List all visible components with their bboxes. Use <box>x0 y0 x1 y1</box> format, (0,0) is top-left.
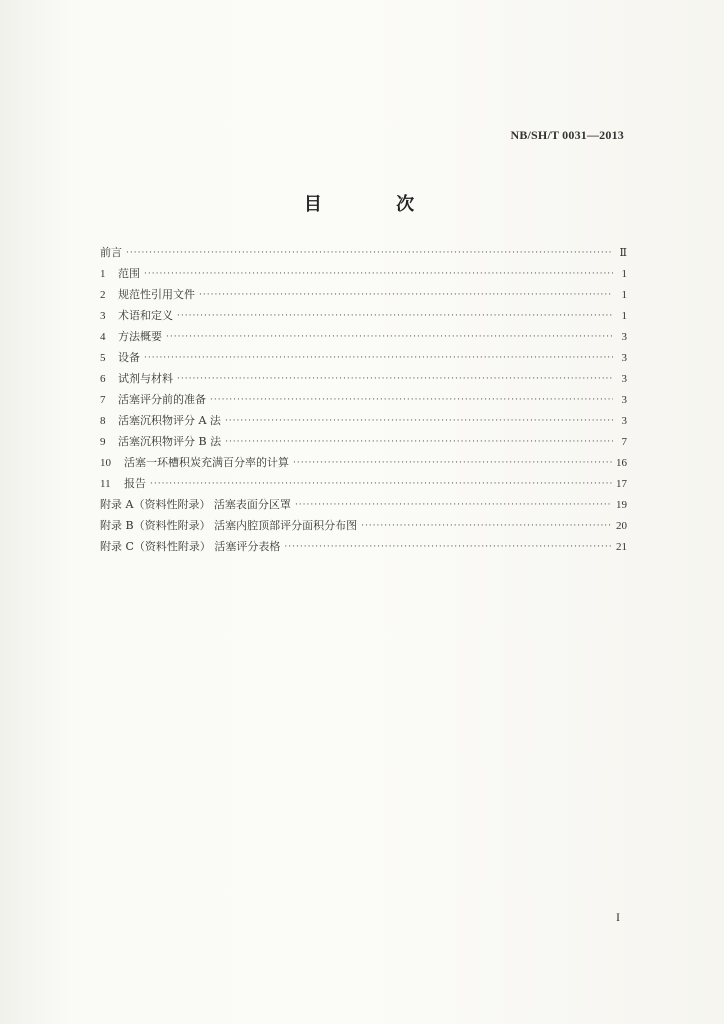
toc-entry-annex-a[interactable] <box>100 496 627 517</box>
toc-entry-method-summary[interactable] <box>100 328 627 349</box>
toc-entry-annex-b[interactable] <box>100 517 627 538</box>
toc-entry-method-b[interactable] <box>100 433 627 454</box>
toc-entry-page: 1 <box>621 268 627 280</box>
toc-entry-number: 9 <box>100 436 106 448</box>
toc-entry-page: 3 <box>621 331 627 343</box>
standard-code: NB/SH/T 0031—2013 <box>510 128 624 142</box>
toc-entry-page: 17 <box>616 478 627 490</box>
toc-entry-label: 术语和定义 <box>118 309 173 322</box>
toc-entry-label: 附录 B（资料性附录） 活塞内腔顶部评分面积分布图 <box>100 519 358 532</box>
toc-entry-ring-groove-calculation[interactable] <box>100 454 627 475</box>
toc-entry-reagents-materials[interactable] <box>100 370 627 391</box>
toc-entry-number: 11 <box>100 478 111 490</box>
toc-entry-page: Ⅱ <box>619 247 627 259</box>
toc-leader-dots <box>177 311 613 321</box>
toc-entry-label: 方法概要 <box>118 330 162 343</box>
toc-leader-dots <box>225 416 613 426</box>
toc-entry-label: 前言 <box>100 246 122 259</box>
toc-entry-page: 3 <box>621 415 627 427</box>
toc-entry-label: 活塞沉积物评分 B 法 <box>118 435 222 448</box>
toc-leader-dots <box>177 374 613 384</box>
table-of-contents <box>100 244 627 559</box>
toc-entry-page: 16 <box>616 457 627 469</box>
toc-entry-number: 3 <box>100 310 106 322</box>
toc-entry-foreword[interactable] <box>100 244 627 265</box>
toc-leader-dots <box>166 332 613 342</box>
toc-entry-report[interactable] <box>100 475 627 496</box>
toc-entry-number: 5 <box>100 352 106 364</box>
toc-entry-number: 6 <box>100 373 106 385</box>
toc-leader-dots <box>293 458 612 468</box>
toc-leader-dots <box>295 500 612 510</box>
toc-entry-page: 19 <box>616 499 627 511</box>
toc-entry-normative-references[interactable] <box>100 286 627 307</box>
toc-leader-dots <box>361 521 612 531</box>
toc-entry-preparation[interactable] <box>100 391 627 412</box>
page-title: 目 次 <box>303 194 449 215</box>
toc-entry-label: 规范性引用文件 <box>118 288 195 301</box>
toc-entry-label: 附录 C（资料性附录） 活塞评分表格 <box>100 540 281 553</box>
toc-entry-label: 活塞一环槽积炭充满百分率的计算 <box>124 456 289 469</box>
toc-leader-dots <box>284 542 612 552</box>
toc-entry-label: 附录 A（资料性附录） 活塞表面分区罩 <box>100 498 291 511</box>
toc-entry-number: 10 <box>100 457 111 469</box>
toc-entry-label: 范围 <box>118 267 140 280</box>
toc-leader-dots <box>199 290 613 300</box>
toc-entry-page: 1 <box>621 289 627 301</box>
page-number: I <box>616 910 620 924</box>
toc-entry-equipment[interactable] <box>100 349 627 370</box>
toc-entry-label: 试剂与材料 <box>118 372 173 385</box>
toc-entry-scope[interactable] <box>100 265 627 286</box>
toc-entry-number: 4 <box>100 331 106 343</box>
toc-leader-dots <box>150 479 612 489</box>
toc-entry-page: 3 <box>621 394 627 406</box>
toc-entry-label: 活塞沉积物评分 A 法 <box>118 414 221 427</box>
toc-entry-page: 7 <box>621 436 627 448</box>
toc-entry-number: 7 <box>100 394 106 406</box>
toc-entry-page: 20 <box>616 520 627 532</box>
toc-entry-number: 8 <box>100 415 106 427</box>
toc-entry-page: 1 <box>621 310 627 322</box>
toc-entry-label: 活塞评分前的准备 <box>118 393 206 406</box>
toc-entry-label: 报告 <box>124 477 146 490</box>
toc-entry-number: 1 <box>100 268 106 280</box>
toc-leader-dots <box>210 395 613 405</box>
toc-entry-number: 2 <box>100 289 106 301</box>
toc-leader-dots <box>144 353 613 363</box>
toc-leader-dots <box>126 248 613 258</box>
toc-entry-page: 3 <box>621 373 627 385</box>
toc-entry-annex-c[interactable] <box>100 538 627 559</box>
toc-entry-method-a[interactable] <box>100 412 627 433</box>
toc-leader-dots <box>225 437 613 447</box>
toc-entry-page: 21 <box>616 541 627 553</box>
toc-entry-terms-definitions[interactable] <box>100 307 627 328</box>
toc-entry-page: 3 <box>621 352 627 364</box>
toc-entry-label: 设备 <box>118 351 140 364</box>
toc-leader-dots <box>144 269 613 279</box>
